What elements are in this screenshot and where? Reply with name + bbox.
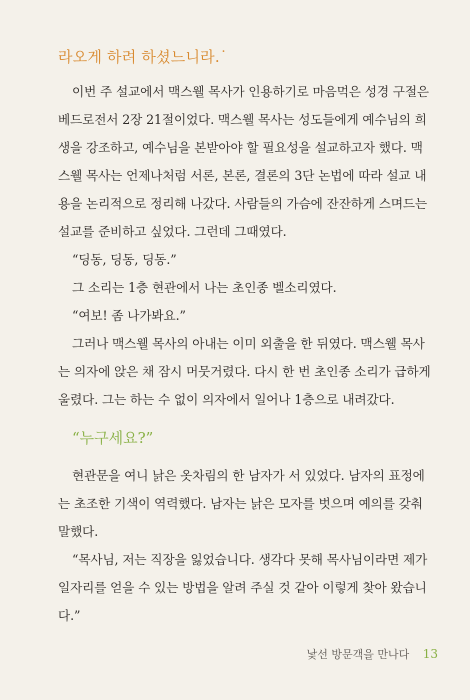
text-line: 생을 강조하고, 예수님을 본받아야 할 필요성을 설교하고자 했다. 맥 [58,140,423,155]
dialogue-line: “목사님, 저는 직장을 잃었습니다. 생각다 못해 목사님이라면 제가 [72,552,428,567]
running-title: 낯선 방문객을 만나다 [306,648,410,661]
text-line: 일자리를 얻을 수 있는 방법을 알려 주실 것 같아 이렇게 찾아 왔습니 [58,580,427,595]
text-line: 그러나 맥스웰 목사의 아내는 이미 외출을 한 뒤였다. 맥스웰 목사 [72,336,425,351]
text-line: 그 소리는 1층 현관에서 나는 초인종 벨소리였다. [72,280,337,295]
text-line: 는 초조한 기색이 역력했다. 남자는 낡은 모자를 벗으며 예의를 갖춰 [58,496,423,511]
text-line: 말했다. [58,524,99,539]
dialogue-heading: “누구세요?” [72,429,154,447]
text-line: 설교를 준비하고 싶었다. 그런데 그때였다. [58,224,287,239]
text-line: 베드로전서 2장 21절이었다. 맥스웰 목사는 성도들에게 예수님의 희 [58,112,427,127]
body-text-part-2 [58,462,428,630]
text-line: 다.” [58,608,81,623]
page-footer [307,646,438,662]
text-line: 용을 논리적으로 정리해 나갔다. 사람들의 가슴에 잔잔하게 스며드는 [58,196,428,211]
text-line: 울렸다. 그는 하는 수 없이 의자에서 일어나 1층으로 내려갔다. [58,392,395,407]
section-heading-top: 라오게 하려 하셨느니라.˙ [58,48,228,66]
text-line: 이번 주 설교에서 맥스웰 목사가 인용하기로 마음먹은 성경 구절은 [72,84,429,99]
dialogue-line: “여보! 좀 나가봐요.” [72,308,186,323]
text-line: 현관문을 여니 낡은 옷차림의 한 남자가 서 있었다. 남자의 표정에 [72,468,425,483]
dialogue-line: “딩동, 딩동, 딩동.” [72,252,177,267]
text-line: 는 의자에 앉은 채 잠시 머뭇거렸다. 다시 한 번 초인종 소리가 급하게 [58,364,431,379]
page-number: 13 [422,647,438,661]
body-text-part-1 [58,78,431,414]
text-line: 스웰 목사는 언제나처럼 서론, 본론, 결론의 3단 논법에 따라 설교 내 [58,168,427,183]
